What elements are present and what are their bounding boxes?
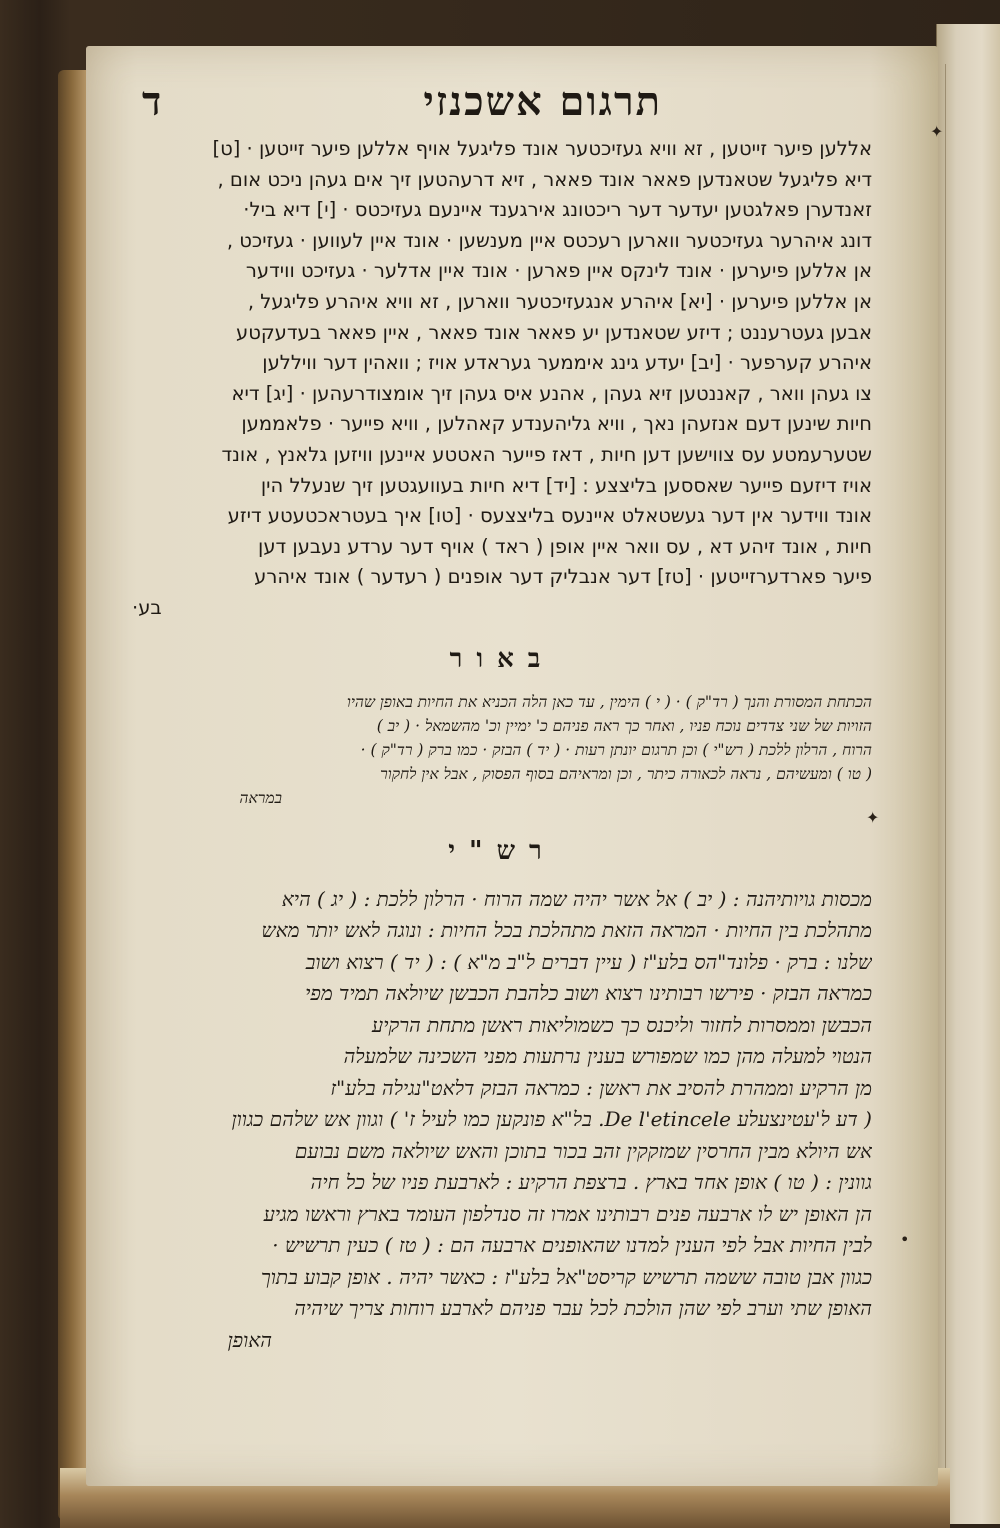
commentary-line: מתהלכת בין החיות · המראה הזאת מתהלכת בכל החיות : ונוגה לאש יותר מאש [261, 918, 872, 942]
text-line: חיות , אונד זיהע דא , עס וואר איין אופן ( ראד ) אויף דער ערדע נעבען דען [258, 534, 872, 558]
commentary-line: ( טו ) ומעשיהם , נראה לכאורה כיתר , וכן ומראיהם בסוף הפסוק , אבל אין לחקור [380, 764, 872, 783]
commentary-line: כמראה הבזק · פירשו רבותינו רצוא ושוב כלהבת הכבשן שיולאה תמיד מפי [305, 981, 872, 1005]
commentary-line: הכבשן וממסרות לחזור וליכנס כך כשמוליאות ראשן מתחת הרקיע [371, 1012, 872, 1037]
text-line: אבען געטרעננט ; דיזע שטאנדען יע פאאר אונד פאאר , איין פאאר בעדעקטע [236, 320, 872, 344]
text-line: צו געהן וואר , קאננטען זיא געהן , אהנע איס געהן זיך אומצודרעהען · [יג] דיא [231, 381, 872, 405]
text-line: דיא פליגעל שטאנדען פאאר אונד פאאר , זיא דרעהטען זיך אים געהן ניכט אום , [217, 167, 872, 191]
text-line: איהרע קערפער · [יב] יעדע גינג איממער געראדע אויז ; וואהין דער וויללען [262, 351, 872, 375]
catchword: האופן [227, 1327, 272, 1352]
rashi-heading: רש"י [448, 835, 556, 866]
commentary-line: הרוח , הרלון ללכת ( רש"י ) וכן תרגום יונתן רעות · ( יד ) הבזק · כמו ברק ( רד"ק ) · [360, 740, 872, 759]
text-line: אויז דיזעם פייער שאססען בליצצע : [יד] דיא חיות בעוועגטען זיך שנעלל הין [260, 473, 872, 497]
text-line: חיות שינען דעם אנזעהן נאך , וויא גליהענדע קאהלען , וויא פייער · פלאממען [241, 412, 872, 436]
commentary-line: הכתחת המסורת והנך ( רד"ק ) · ( י ) הימין , עד כאן הלה הכניא את החיות באופן שהיו [346, 692, 872, 711]
facing-page-edge [936, 24, 1000, 1524]
text-line: אן אללען פיערען · [יא] איהרע אנגעזיכטער ווארען , זא וויא איהרע פליגעל , [247, 289, 872, 313]
text-line: פיער פארדערזייטען · [טז] דער אנבליק דער אופנים ( רעדער ) אונד איהרע [254, 565, 872, 589]
commentary-line: הנטוי למעלה מהן כמו שמפורש בענין נרתעות מפני השכינה שלמעלה [343, 1044, 872, 1068]
commentary-line: ( דע ל'עטינצעלע De l'etincele. בל"א פונקען כמו לעיל ז' ) וגוון אש שלהם כגוון [231, 1107, 872, 1131]
running-title: תרגום אשכנזי [423, 78, 662, 125]
commentary-line: הזויות של שני צדדים נוכח פניו , ואחר כך ראה פניהם כ' ימיין וכ' מהשמאל · ( יב ) [376, 716, 872, 735]
text-line: זאנדערן פאלגטען יעדער דער ריכטונג אירגענד איינעם געזיכטס · [י] דיא ביל· [243, 198, 872, 222]
margin-mark: ✦ [866, 808, 880, 827]
commentary-line: לבין החיות אבל לפי הענין למדנו שהאופנים ארבעה הם : ( טז ) כעין תרשיש · [272, 1233, 872, 1257]
commentary-line: שלנו : ברק · פלונד"הס בלע"ז ( עיין דברים ל"ב מ"א ) : ( יד ) רצוא ושוב [305, 949, 872, 974]
text-line: אללען פיער זייטען , זא וויא געזיכטער אונד פליגעל אויף אללען פיער זייטען · [ט] [212, 137, 872, 160]
text-line: אונד ווידער אין דער געשטאלט איינעס בליצצעס · [טו] איך בעטראכטעטע דיזע [227, 504, 872, 528]
running-head [132, 78, 872, 134]
text-line: אן אללען פיערען · אונד לינקס איין פארען · אונד איין אדלער · געזיכט ווידער [245, 259, 872, 283]
commentary-line: מן הרקיע וממהרת להסיב את ראשן : כמראה הבזק דלאט"נגילה בלע"ז [330, 1075, 872, 1100]
commentary-line: האופן שתי וערב לפי שהן הולכת לכל עבר פניהם לארבע רוחות צריך שיהיה [294, 1296, 872, 1320]
commentary-line: הן האופן יש לו ארבעה פנים רבותינו אמרו זה סנדלפון העומד בארץ וראשו מגיע [263, 1201, 872, 1226]
rashi-commentary [132, 884, 872, 1357]
catchword: בע· [132, 595, 162, 619]
page-number: ד [142, 78, 162, 125]
commentary-line: גוונין : ( טו ) אופן אחד בארץ . ברצפת הרקיע : לארבעת פניו של כל חיה [310, 1170, 872, 1194]
beur-commentary [132, 690, 872, 810]
commentary-line: כגוון אבן טובה ששמה תרשיש קריסט"אל בלע"ז : כאשר יהיה . אופן קבוע בתוך [260, 1264, 872, 1289]
page-edge-line [945, 64, 946, 1494]
commentary-line: במראה [239, 788, 282, 807]
page-content [132, 78, 872, 1356]
translation-text [132, 134, 872, 624]
text-line: דונג איהרער געזיכטער ווארען רעכטס איין מענשען · אונד איין לעווען · געזיכט , [226, 228, 872, 252]
margin-mark: ✦ [930, 122, 944, 141]
commentary-line: מכסות גויותיהנה : ( יב ) אל אשר יהיה שמה הרוח · הרלון ללכת : ( יג ) היא [281, 886, 872, 911]
commentary-line: אש היולא מבין החרסין שמזקקין זהב בכור בתוכן והאש שיולאה משם נבועם [294, 1138, 872, 1163]
text-line: שטערעמטע עס צווישען דען חיות , דאז פייער האטטע איינען וויזען גלאנץ , אונד [221, 442, 872, 466]
beur-heading: באור [449, 643, 555, 674]
margin-mark: • [900, 1230, 910, 1249]
